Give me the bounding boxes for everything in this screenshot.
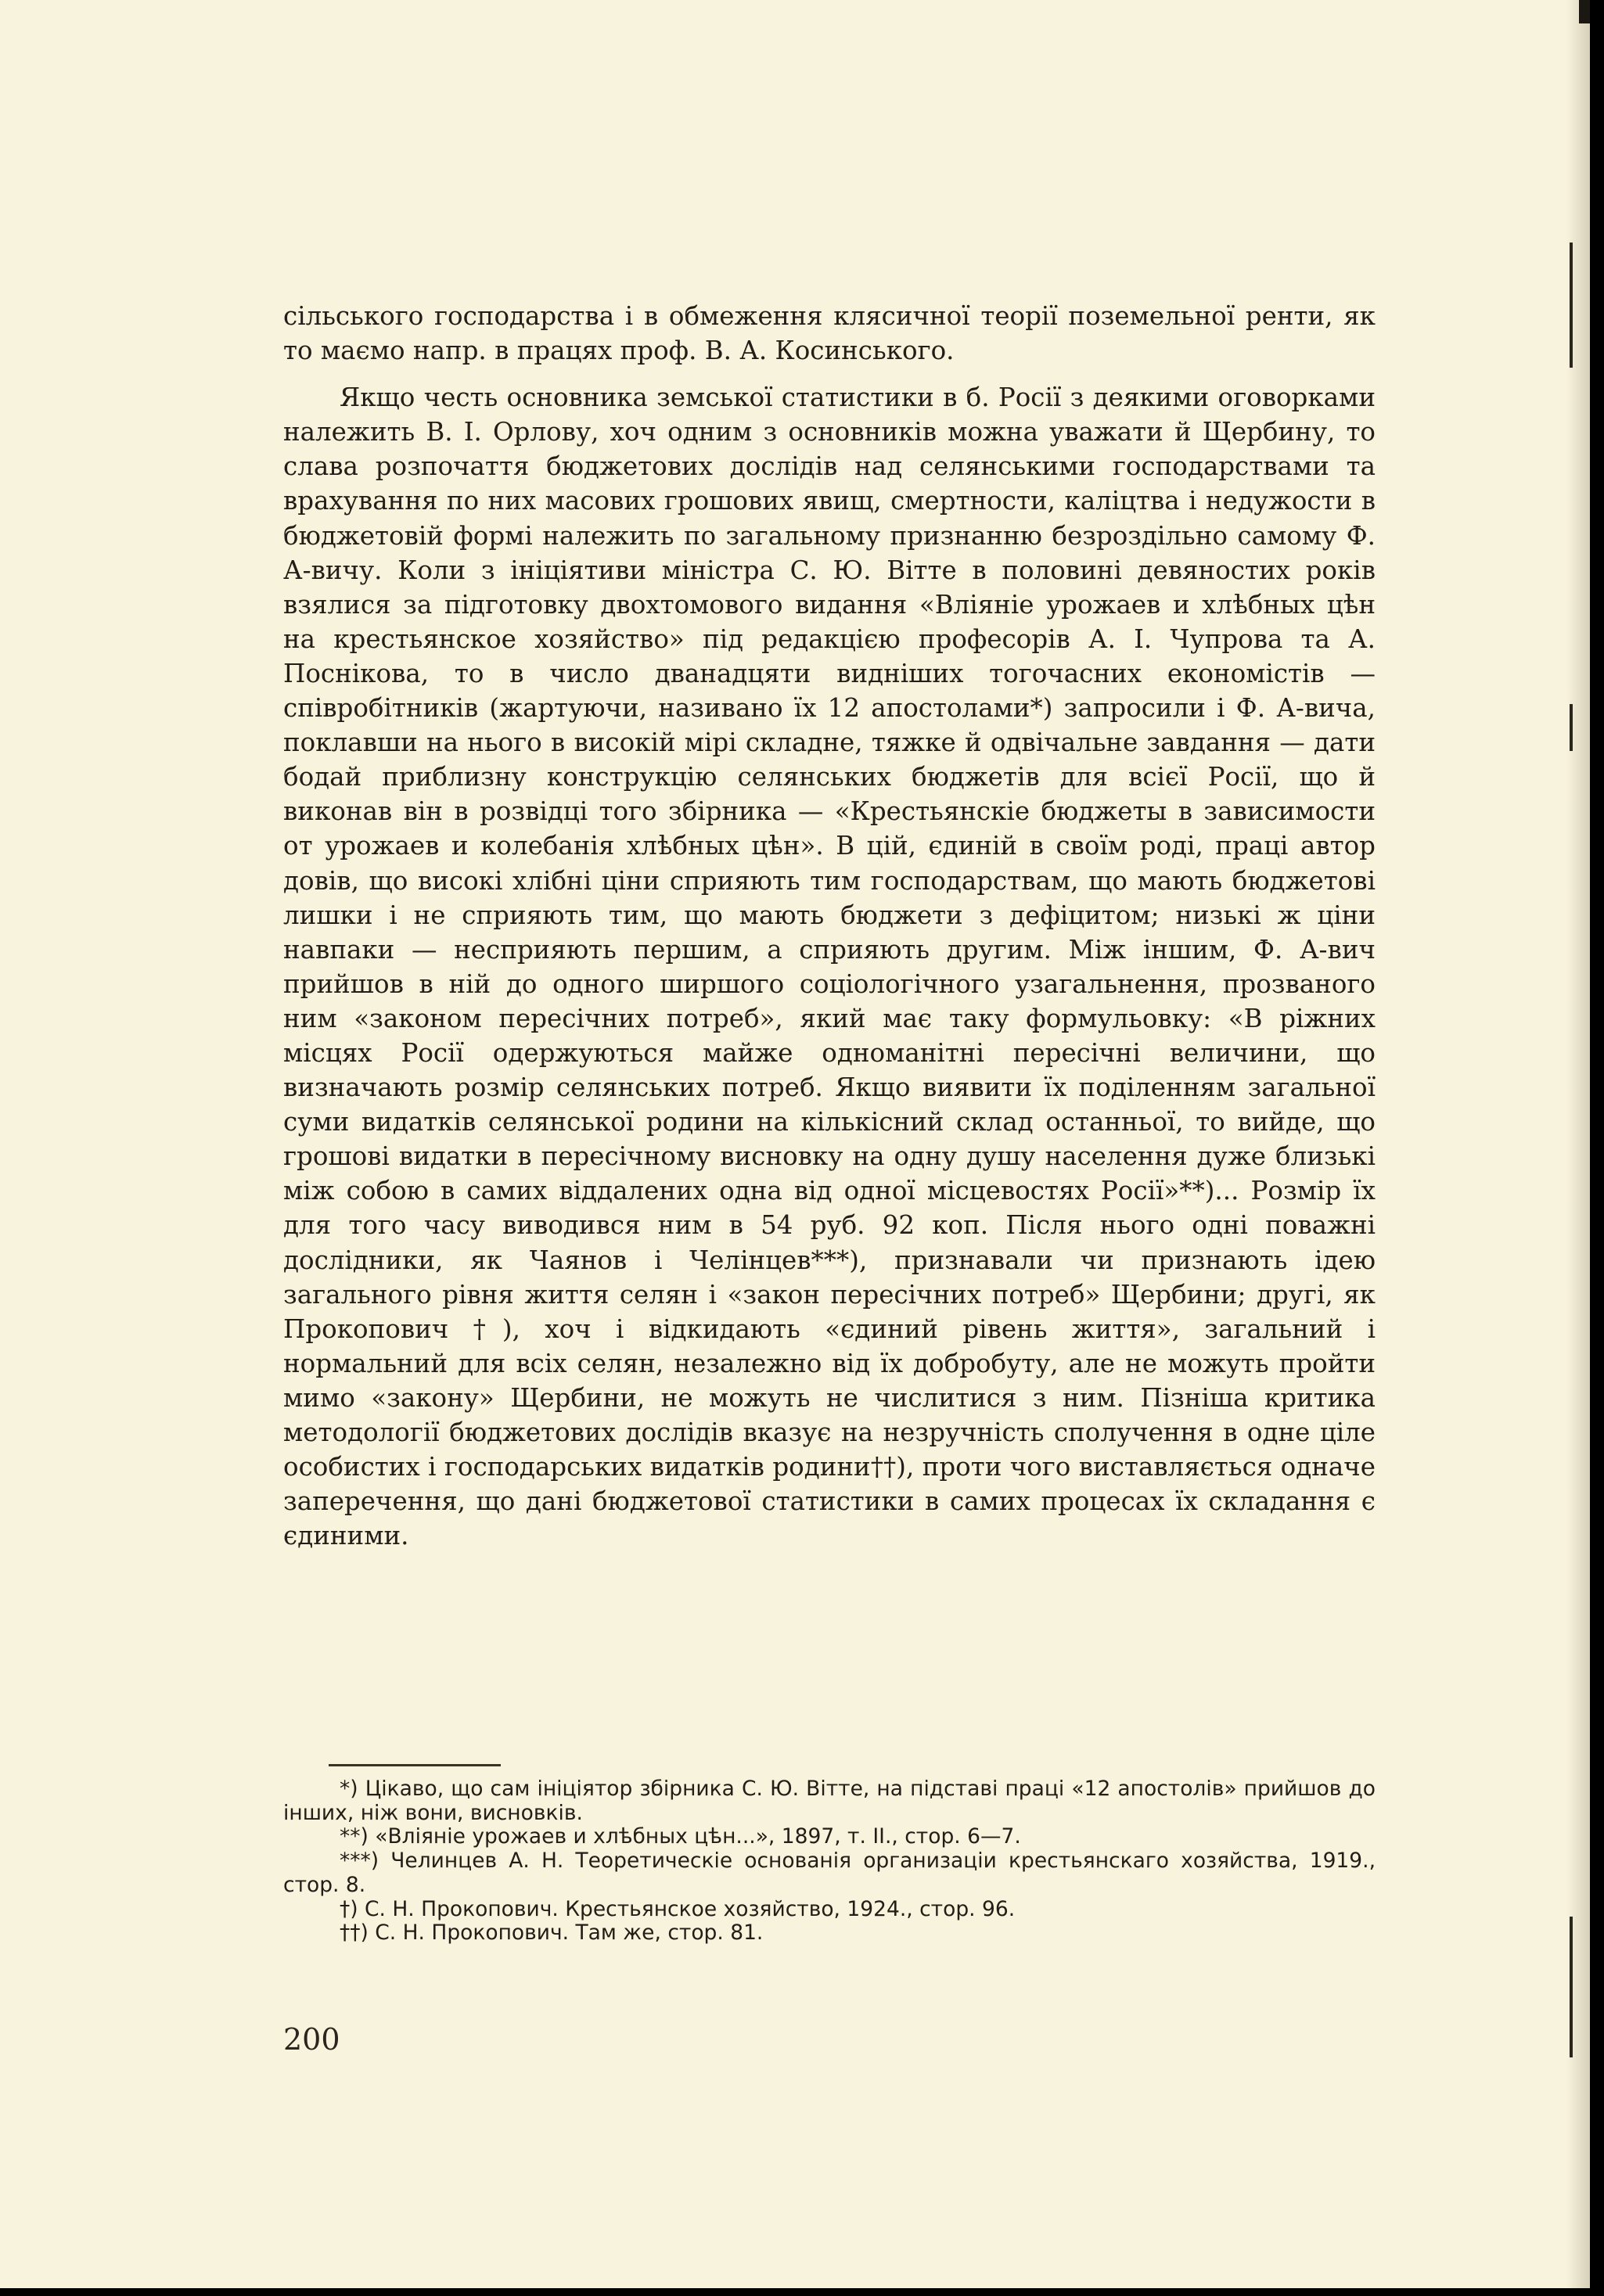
footnotes bbox=[283, 1777, 1376, 1946]
footnote-2: **) «Вліяніе урожаев и хлѣбных цѣн...», 1897, т. II., стор. 6—7. bbox=[340, 1824, 1021, 1849]
footnote-3: ***) Челинцев А. Н. Теоретическіе основанія организаціи крестьянскаго хозяйства, 1919., стор. 8. bbox=[283, 1849, 1376, 1897]
scan-corner-mark bbox=[1579, 0, 1590, 23]
footnote-4: †) С. Н. Прокопович. Крестьянское хозяйство, 1924., стор. 96. bbox=[340, 1896, 1016, 1921]
paragraph-main: Якщо честь основника земської статистики в б. Росії з деякими оговорками належить В. І. Орлову, хоч одним з основників можна уважати й Щербину, то слава розпочаття бюджетових дослідів над селянськими господарствами та врахування по них масових грошових явищ, смертности, каліцтва і недужости в бюджетовій формі належить по загальному признанню безроздільно самому Ф. А-вичу. Коли з ініціятиви міністра С. Ю. Вітте в половині девяностих років взялися за підготовку двохтомового видання «Вліяніе урожаев и хлѣбных цѣн на крестьянское хозяйство» під редакцією професорів А. І. Чупрова та А. Поснікова, то в число дванадцяти видніших тогочасних економістів — співробітників (жартуючи, називано їх 12 апостолами*) запросили і Ф. А-вича, поклавши на нього в високій мірі складне, тяжке й одвічальне завдання — дати бодай приблизну конструкцію селянських бюджетів для всієї Росії, що й виконав він в розвідці того збірника — «Крестьянскіе бюджеты в зависимости от урожаев и колебанія хлѣбных цѣн». В цій, єдиній в своїм роді, праці автор довів, що високі хлібні ціни сприяють тим господарствам, що мають бюджетові лишки і не сприяють тим, що мають бюджети з дефіцитом; низькі ж ціни навпаки — несприяють першим, а сприяють другим. Між іншим, Ф. А-вич прийшов в ній до одного ширшого соціологічного узагальнення, прозваного ним «законом пересічних потреб», який має таку формульовку: «В ріжних місцях Росії одержуються майже одноманітні пересічні величини, що визначають розмір селянських потреб. Якщо виявити їх поділенням загальної суми видатків селянської родини на кількісний склад останньої, то вийде, що грошові видатки в пересічному висновку на одну душу населення дуже близькі між собою в самих віддалених одна від одної місцевостях Росії»**)... Розмір їх для того часу виводився ним в 54 руб. 92 коп. Після нього одні поважні дослідники, як Чаянов і Челінцев***), признавали чи признають ідею загального рівня життя селян і «закон пересічних потреб» Щербини; другі, як Прокопович †), хоч і відкидають «єдиний рівень життя», загальний і нормальний для всіх селян, незалежно від їх добробуту, але не можуть пройти мимо «закону» Щербини, не можуть не числитися з ним. Пізніша критика методології бюджетових дослідів вказує на незручність сполучення в одне ціле особистих і господарських видатків родини††), проти чого виставляється одначе заперечення, що дані бюджетової статистики в самих процесах їх складання є єдиними. bbox=[283, 383, 1376, 1551]
page-number: 200 bbox=[283, 2022, 340, 2057]
binding-mark-upper bbox=[1570, 243, 1573, 368]
paragraph-continued: сільського господарства і в обмеження клясичної теорії поземельної ренти, як то маємо напр. в працях проф. В. А. Косинського. bbox=[283, 301, 1376, 366]
binding-mark-lower bbox=[1570, 1917, 1573, 2057]
footnote-5: ††) С. Н. Прокопович. Там же, стор. 81. bbox=[340, 1921, 764, 1946]
main-text bbox=[283, 299, 1376, 1553]
footnote-separator bbox=[329, 1764, 501, 1766]
binding-mark-middle bbox=[1570, 704, 1573, 751]
footnote-1: *) Цікаво, що сам ініціятор збірника С. Ю. Вітте, на підставі праці «12 апостолів» прийшов до інших, ніж вони, висновків. bbox=[283, 1777, 1376, 1825]
